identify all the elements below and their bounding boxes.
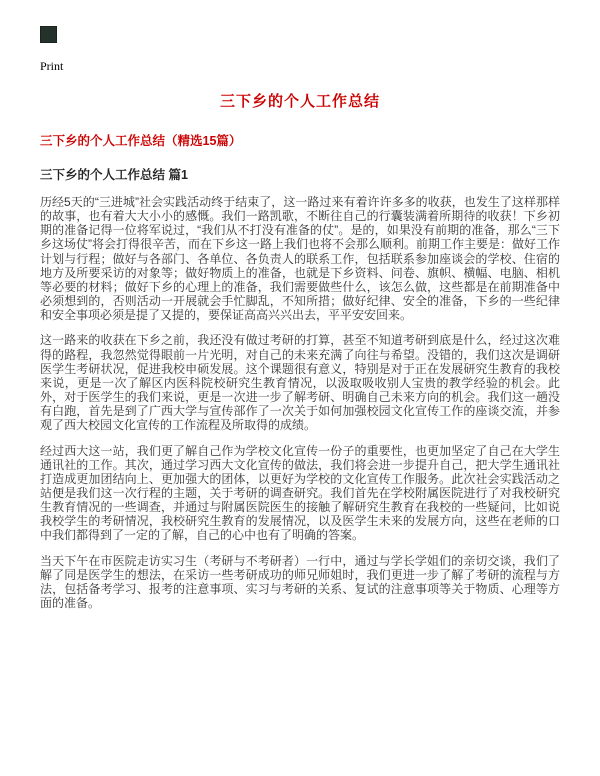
body-paragraph: 当天下午在市医院走访实习生（考研与不考研者）一行中，通过与学长学姐们的亲切交谈，我们了解了同是医学生的想法，在采访一些考研成功的师兄师姐时，我们更进一步了解了考研的流程与方法，包括备考学习、报考的注意事项、实习与考研的关系、复试的注意事项等关于物质、心理等方面的准备。 [40, 553, 560, 611]
body-paragraph: 经过西大这一站，我们更了解自己作为学校文化宣传一份子的重要性，也更加坚定了自己在大学生通讯社的工作。其次，通过学习西大文化宣传的做法，我们将会进一步提升自己，把大学生通讯社打造成更加团结向上、更加强大的团体，以更好为学校的文化宣传工作服务。此次社会实践活动之站便是我们这一次行程的主题，关于考研的调查研究。我们首先在学校附属医院进行了对我校研究生教育情况的一些调查，并通过与附属医院医生的接触了解研究生教育在我校的一些疑问，比如说我校学生的考研情况，我校研究生教育的发展情况，以及医学生未来的发展方向，这些在老师的口中我们都得到了一定的了解，自己的心中也有了明确的答案。 [40, 443, 560, 543]
page-subtitle: 三下乡的个人工作总结（精选15篇） [40, 134, 242, 148]
print-link[interactable]: Print [40, 59, 64, 73]
body-paragraph: 这一路来的收获在下乡之前，我还没有做过考研的打算，甚至不知道考研到底是什么，经过这次难得的路程，我忽然觉得眼前一片光明，对自己的未来充满了向往与希望。没错的，我们这次是调研医学生考研状况，促进我校申硕发展。这个课题很有意义，特别是对于正在发展研究生教育的我校来说，更是一次了解区内医科院校研究生教育情况，以汲取吸收别人宝贵的教学经验的机会。此外，对于医学生的我们来说，更是一次进一步了解考研、明确自己未来方向的机会。我们这一趟没有白跑，首先是到了广西大学与宣传部作了一次关于如何加强校园文化宣传工作的座谈交流，并参观了西大校园文化宣传的工作流程及所取得的成绩。 [40, 333, 560, 433]
print-icon[interactable] [40, 26, 57, 43]
section-heading: 三下乡的个人工作总结 篇1 [40, 168, 188, 182]
page-title: 三下乡的个人工作总结 [219, 93, 380, 110]
body-paragraph: 历经5天的“三进城”社会实践活动终于结束了，这一路过来有着许许多多的收获，也发生了这样那样的故事，也有着大大小小的感慨。我们一路凯歌，不断往自己的行囊装满着所期待的收获！下乡初期的准备记得一位将军说过，“我们从不打没有准备的仗”。是的，如果没有前期的准备，那么“三下乡这场仗”将会打得很辛苦，而在下乡这一路上我们也将不会那么顺利。前期工作主要是：做好工作计划与行程；做好与各部门、各单位、各负责人的联系工作，包括联系参加座谈会的学校、住宿的地方及所要采访的对象等；做好物质上的准备，也就是下乡资料、问卷、旗帜、横幅、电脑、相机等必要的材料；做好下乡的心理上的准备，我们需要做些什么，该怎么做，这些都是在前期准备中必须想到的，否则活动一开展就会手忙脚乱，不知所措；做好纪律、安全的准备，下乡的一些纪律和安全事项必须是提了又提的，要保证高高兴兴出去，平平安安回来。 [40, 195, 560, 323]
